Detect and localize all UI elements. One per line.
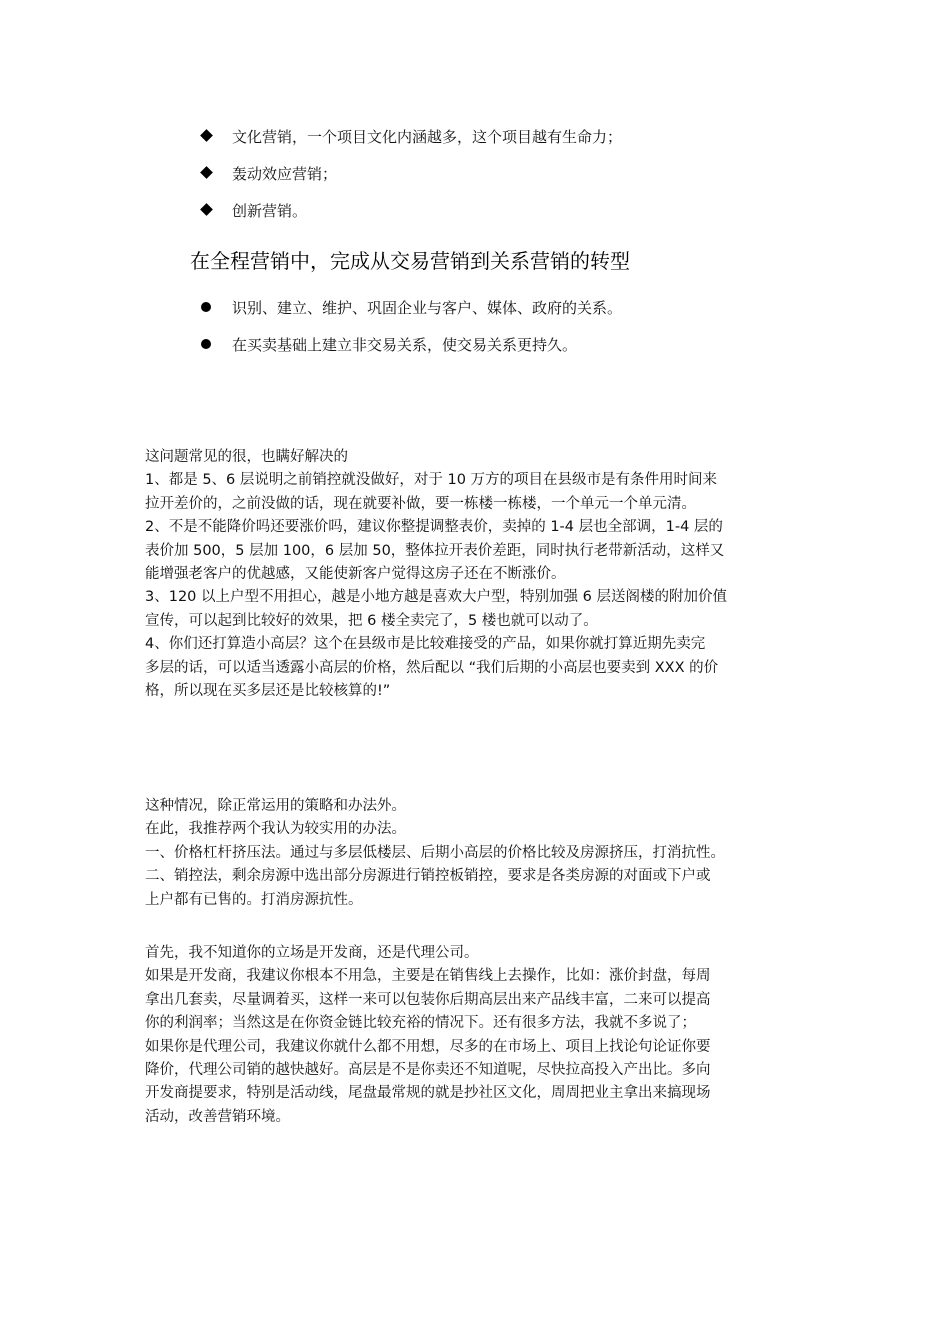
text-line: 如果你是代理公司，我建议你就什么都不用想，尽多的在市场上、项目上找论句论证你要 (145, 1038, 711, 1055)
diamond-icon (196, 159, 216, 189)
list-item-text: 识别、建立、维护、巩固企业与客户、媒体、政府的关系。 (232, 299, 623, 317)
text-line: 3、120 以上户型不用担心，越是小地方越是喜欢大户型，特别加强 6 层送阁楼的附加价值 (145, 589, 727, 606)
text-line: 这问题常见的很，也瞒好解决的 (145, 449, 348, 465)
text-line: 降价，代理公司销的越快越好。高层是不是你卖还不知道呢，尽快拉高投入产出比。多向 (145, 1061, 711, 1078)
text-line: 这种情况，除正常运用的策略和办法外。 (145, 798, 406, 814)
text-line: 格，所以现在买多层还是比较核算的!” (145, 682, 391, 699)
section-heading: 在全程营销中，完成从交易营销到关系营销的转型 (190, 249, 630, 273)
diamond-icon (196, 122, 216, 152)
text-line: 上户都有已售的。打消房源抗性。 (145, 891, 363, 908)
list-item (0, 159, 950, 189)
text-line: 多层的话，可以适当透露小高层的价格，然后配以 “我们后期的小高层也要卖到 XXX 的价 (145, 659, 719, 676)
answer-paragraph-2 (145, 795, 825, 912)
list-item (0, 196, 950, 226)
text-line: 能增强老客户的优越感，又能使新客户觉得这房子还在不断涨价。 (145, 565, 566, 582)
text-line: 你的利润率；当然这是在你资金链比较充裕的情况下。还有很多方法，我就不多说了； (145, 1015, 696, 1032)
list-item (0, 330, 950, 360)
text-line: 活动，改善营销环境。 (145, 1108, 290, 1125)
answer-paragraph-3 (145, 942, 825, 1129)
text-line: 拿出几套卖，尽量调着买，这样一来可以包装你后期高层出来产品线丰富，二来可以提高 (145, 991, 711, 1008)
list-item (0, 122, 950, 152)
text-line: 开发商提要求，特别是活动线，尾盘最常规的就是抄社区文化，周周把业主拿出来搞现场 (145, 1085, 711, 1102)
text-line: 一、价格杠杆挤压法。通过与多层低楼层、后期小高层的价格比较及房源挤压，打消抗性。 (145, 844, 725, 861)
text-line: 4、你们还打算造小高层？这个在县级市是比较难接受的产品，如果你就打算近期先卖完 (145, 636, 706, 653)
text-line: 拉开差价的，之前没做的话，现在就要补做，要一栋楼一栋楼，一个单元一个单元清。 (145, 495, 696, 512)
list-item-text: 文化营销，一个项目文化内涵越多，这个项目越有生命力； (232, 128, 623, 146)
text-line: 1、都是 5、6 层说明之前销控就没做好，对于 10 万方的项目在县级市是有条件用时间来 (145, 472, 718, 489)
list-item (0, 293, 950, 323)
text-line: 宣传，可以起到比较好的效果，把 6 楼全卖完了，5 楼也就可以动了。 (145, 612, 598, 629)
dot-icon (196, 330, 216, 360)
text-line: 在此，我推荐两个我认为较实用的办法。 (145, 821, 406, 838)
text-line: 首先，我不知道你的立场是开发商，还是代理公司。 (145, 945, 479, 961)
text-line: 二、销控法，剩余房源中选出部分房源进行销控板销控，要求是各类房源的对面或下户或 (145, 868, 711, 885)
dot-icon (196, 293, 216, 323)
answer-paragraph-1 (145, 446, 825, 703)
text-line: 如果是开发商，我建议你根本不用急，主要是在销售线上去操作，比如：涨价封盘，每周 (145, 968, 711, 985)
text-line: 2、不是不能降价吗还要涨价吗，建议你整提调整表价，卖掉的 1-4 层也全部调，1-4 层的 (145, 519, 723, 536)
list-item-text: 创新营销。 (232, 202, 308, 220)
text-line: 表价加 500，5 层加 100，6 层加 50，整体拉开表价差距，同时执行老带新活动，这样又 (145, 542, 725, 559)
list-item-text: 轰动效应营销； (232, 165, 338, 183)
list-item-text: 在买卖基础上建立非交易关系，使交易关系更持久。 (232, 336, 578, 354)
diamond-icon (196, 196, 216, 226)
